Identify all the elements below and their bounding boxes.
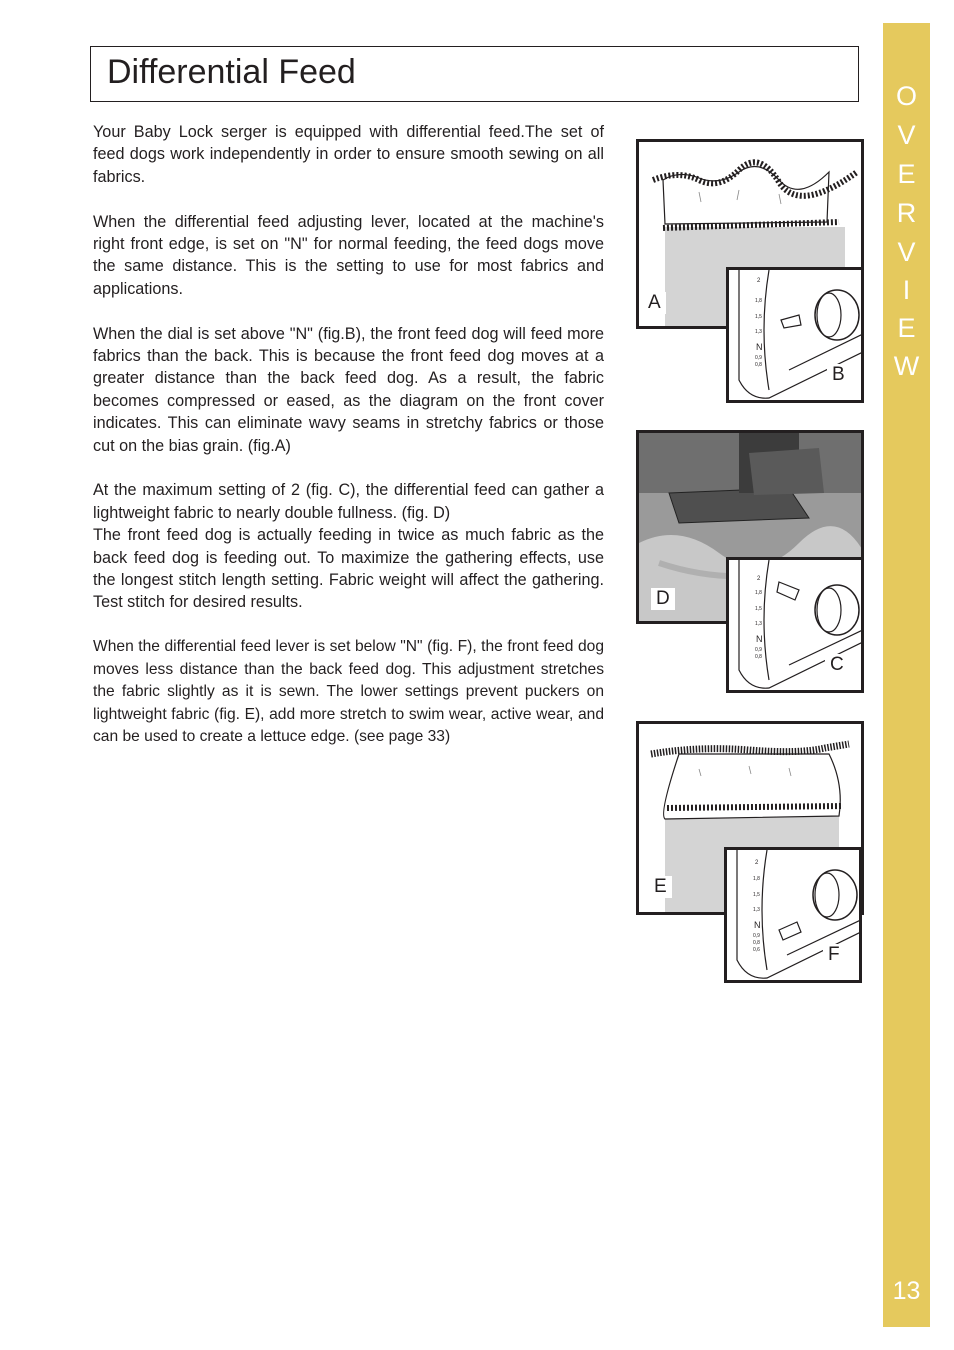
- paragraph: When the differential feed lever is set below "N" (fig. F), the front feed dog moves less distance than the back feed dog. This adjustment stretches the fabric slightly as it is sewn. The lower settings prevent puckers on lightweight fabric (fig. E), add more stretch to swim wear, active wear, and can be used to create a lettuce edge. (see page 33): [93, 638, 604, 745]
- paragraph: At the maximum setting of 2 (fig. C), the differential feed can gather a lightweight fabric to nearly double fullness. (fig. D): [93, 481, 604, 522]
- dial-scale-label: 1,5: [753, 892, 760, 898]
- title-box: [90, 46, 859, 102]
- sidebar-letter: E: [897, 159, 916, 189]
- figure-label-a: A: [643, 292, 666, 314]
- paragraph: The front feed dog is actually feeding in twice as much fabric as the back feed dog is feeding out. To maximize the gathering effects, use the longest stitch length setting. Fabric weight will affect the gathering. Test stitch for desired results.: [93, 526, 604, 612]
- dial-scale-label: 0,9: [755, 355, 762, 361]
- page-title: Differential Feed: [107, 53, 356, 91]
- figure-b-dial-above-n: [726, 267, 864, 403]
- dial-scale-label: N: [756, 342, 763, 352]
- sidebar-letter: W: [893, 351, 920, 381]
- dial-scale-label: 1,3: [755, 621, 762, 627]
- body-text: [93, 121, 604, 771]
- dial-scale-label: 2: [755, 860, 759, 866]
- sidebar-letter: E: [897, 313, 916, 343]
- sidebar-letter: O: [895, 81, 917, 111]
- figure-label-e: E: [649, 876, 672, 898]
- figure-label-c: C: [825, 654, 849, 676]
- dial-scale-label: 1,3: [753, 907, 760, 913]
- dial-scale-label: 1,5: [755, 606, 762, 612]
- figure-label-b: B: [827, 364, 850, 386]
- sidebar-letter: I: [902, 275, 911, 305]
- dial-scale-label: 1,8: [755, 298, 762, 304]
- sidebar-letter: R: [896, 198, 917, 228]
- dial-scale-label: 1,8: [753, 876, 760, 882]
- figure-c-dial-maximum: [726, 557, 864, 693]
- sidebar-letter: V: [897, 237, 916, 267]
- paragraph: When the dial is set above "N" (fig.B), the front feed dog will feed more fabrics than the back. This is because the front feed dog moves at a greater distance than the back feed dog. As a result, the fabric becomes compressed or eased, as the diagram on the front cover indicates. This can eliminate wavy seams in stretchy fabrics or those cut on the bias grain. (fig.A): [93, 324, 604, 455]
- dial-scale-label: 0,8: [753, 940, 760, 946]
- dial-scale-label: N: [756, 634, 763, 644]
- dial-scale-label: 2: [757, 576, 761, 582]
- dial-scale-label: 0,6: [753, 947, 760, 953]
- dial-scale-label: 0,8: [755, 654, 762, 660]
- dial-scale-label: 0,9: [755, 647, 762, 653]
- dial-scale-label: 1,3: [755, 329, 762, 335]
- paragraph: Your Baby Lock serger is equipped with differential feed.The set of feed dogs work independently in order to ensure smooth sewing on all fabrics.: [93, 123, 604, 186]
- figure-f-dial-below-n: [724, 847, 862, 983]
- dial-scale-label: 2: [757, 278, 761, 284]
- dial-scale-label: 0,9: [753, 933, 760, 939]
- section-sidebar: [883, 23, 930, 1327]
- page-number: 13: [892, 1277, 921, 1305]
- figure-label-f: F: [823, 944, 845, 966]
- paragraph: When the differential feed adjusting lever, located at the machine's right front edge, is set on "N" for normal feeding, the feed dogs move the same distance. This is the setting to use for most fabrics and applications.: [93, 212, 604, 298]
- dial-scale-label: 1,8: [755, 590, 762, 596]
- sidebar-letter: V: [897, 120, 916, 150]
- figure-label-d: D: [651, 588, 675, 610]
- dial-scale-label: N: [754, 920, 761, 930]
- dial-scale-label: 0,8: [755, 362, 762, 368]
- dial-scale-label: 1,5: [755, 314, 762, 320]
